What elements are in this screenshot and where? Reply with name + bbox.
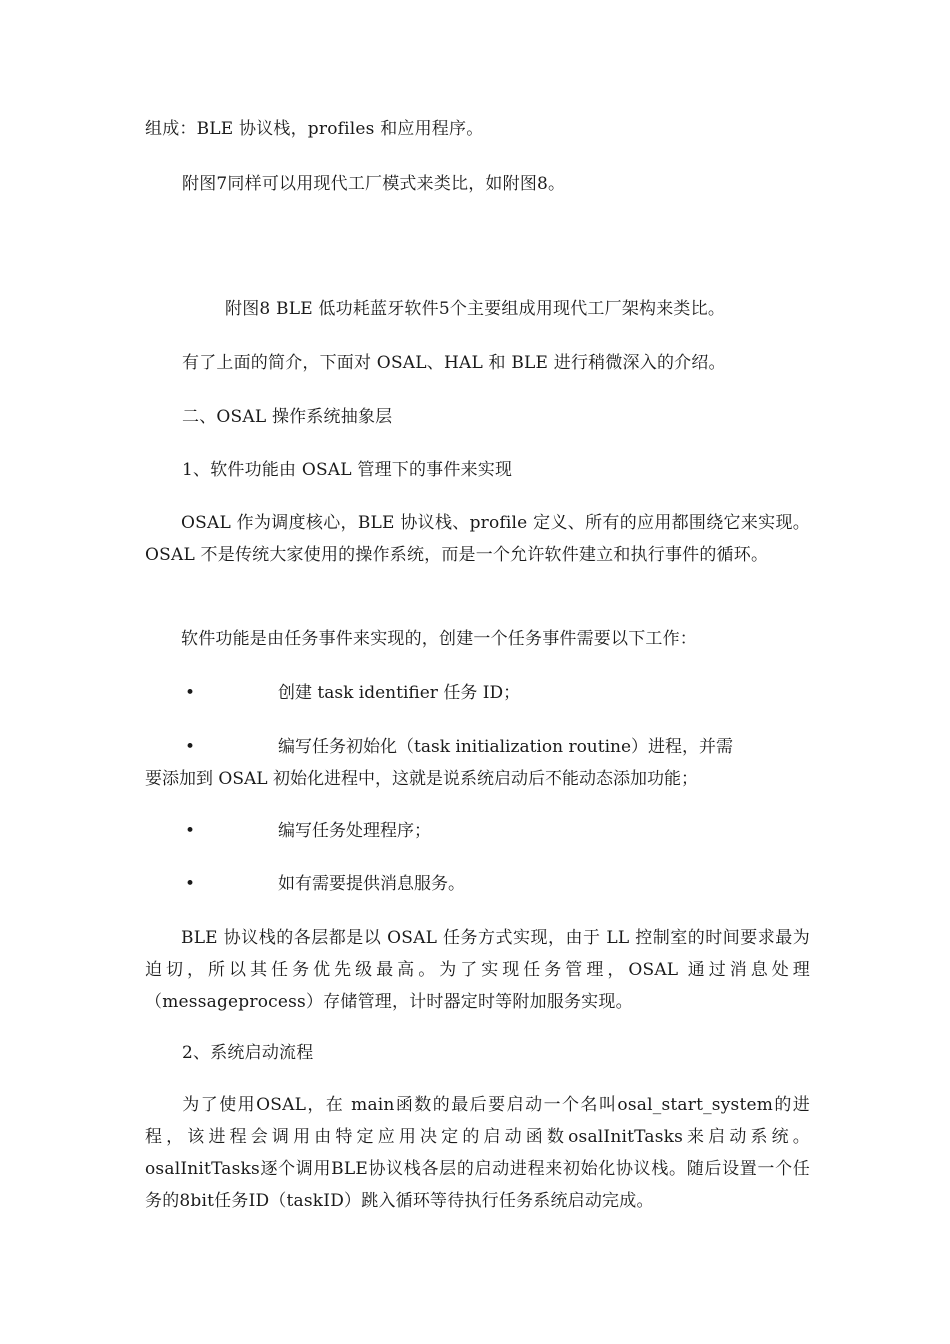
text-line-figure7: 附图7同样可以用现代工厂模式来类比，如附图8。 [182, 174, 566, 194]
list-item-text: 创建 task identifier 任务 ID； [278, 683, 521, 703]
list-item-task-id [145, 677, 810, 709]
list-item-text: 如有需要提供消息服务。 [278, 874, 465, 894]
figure-caption: 附图8 BLE 低功耗蓝牙软件5个主要组成用现代工厂架构来类比。 [225, 299, 726, 319]
bullet-icon: • [185, 821, 196, 841]
paragraph-ble-stack [145, 922, 810, 1018]
paragraph-startup [145, 1089, 810, 1217]
list-item-text: 编写任务处理程序； [278, 821, 431, 841]
list-item-task-handler [145, 815, 810, 847]
list-item-text-continued: 要添加到 OSAL 初始化进程中，这就是说系统启动后不能动态添加功能； [145, 769, 698, 789]
paragraph-startup-text: 为了使用OSAL，在 main函数的最后要启动一个名叫osal_start_system的进程，该进程会调用由特定应用决定的启动函数osalInitTasks来启动系统。osalInitTasks逐个调用BLE协议栈各层的启动进程来初始化协议栈。随后设置一个任务的8bit任务ID（taskID）跳入循环等待执行任务系统启动完成。 [145, 1095, 810, 1211]
bullet-icon: • [185, 737, 196, 757]
subsection-heading-events: 1、软件功能由 OSAL 管理下的事件来实现 [182, 460, 513, 480]
subsection-heading-startup: 2、系统启动流程 [182, 1043, 314, 1063]
section-heading-osal: 二、OSAL 操作系统抽象层 [182, 407, 393, 427]
paragraph-task-intro-text: 软件功能是由任务事件来实现的，创建一个任务事件需要以下工作： [181, 629, 697, 649]
list-item-task-init [145, 731, 810, 795]
paragraph-osal-core [145, 507, 810, 571]
text-line-components: 组成：BLE 协议栈，profiles 和应用程序。 [145, 119, 484, 139]
paragraph-ble-stack-text: BLE 协议栈的各层都是以 OSAL 任务方式实现，由于 LL 控制室的时间要求最为迫切，所以其任务优先级最高。为了实现任务管理，OSAL 通过消息处理（messageprocess）存储管理，计时器定时等附加服务实现。 [145, 928, 810, 1012]
paragraph-osal-core-text: OSAL 作为调度核心，BLE 协议栈、profile 定义、所有的应用都围绕它来实现。OSAL 不是传统大家使用的操作系统，而是一个允许软件建立和执行事件的循环。 [145, 513, 810, 565]
text-line-intro: 有了上面的简介，下面对 OSAL、HAL 和 BLE 进行稍微深入的介绍。 [182, 353, 726, 373]
list-item-text: 编写任务初始化（task initialization routine）进程，并需 [278, 737, 734, 757]
list-item-message-service [145, 868, 810, 900]
paragraph-task-intro [145, 623, 810, 655]
bullet-icon: • [185, 683, 196, 703]
bullet-icon: • [185, 874, 196, 894]
